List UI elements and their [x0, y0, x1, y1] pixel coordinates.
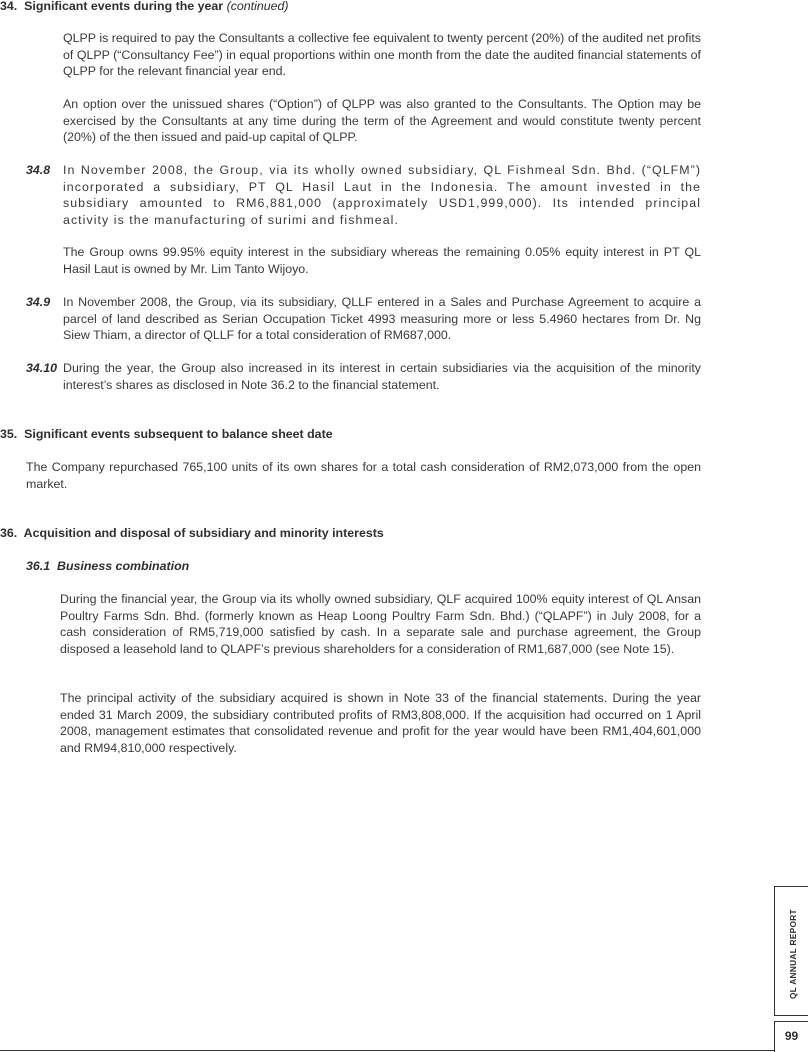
note-34-continued: (continued)	[226, 0, 289, 13]
note-34-title: Significant events during the year	[24, 0, 224, 13]
note-35-title: Significant events subsequent to balance sheet date	[24, 427, 333, 441]
item-34-10-number: 34.10	[26, 361, 58, 375]
note-36-number: 36.	[0, 526, 18, 540]
option-paragraph: An option over the unissued shares (“Option”) of QLPP was also granted to the Consultants. The Option may be exercised by the Consultants at any time during the term of the Agreement and would constitute twenty percent (20%) of the then issued and paid-up capital of QLPP.	[63, 97, 701, 144]
item-34-8-number: 34.8	[26, 163, 51, 177]
principal-activity-paragraph: The principal activity of the subsidiary acquired is shown in Note 33 of the financial statements. During the year ended 31 March 2009, the subsidiary contributed profits of RM3,808,000. If the acquisition had occurred on 1 April 2008, management estimates that consolidated revenue and profit for the year would have been RM1,404,601,000 and RM94,810,000 respectively.	[60, 691, 701, 755]
note-35-text: The Company repurchased 765,100 units of its own shares for a total cash consideration of RM2,073,000 from the open market.	[26, 460, 701, 491]
note-34-number: 34.	[0, 0, 18, 13]
note-34-heading	[0, 0, 700, 15]
side-tab	[774, 886, 808, 1016]
note-35-heading	[0, 426, 700, 443]
note-36-1-title: Business combination	[57, 559, 190, 573]
note-36-1-subheading	[26, 558, 626, 575]
page-number: 99	[774, 1021, 808, 1052]
item-34-10-text: During the year, the Group also increased in its interest in certain subsidiaries via the acquisition of the minority interest’s shares as disclosed in Note 36.2 to the financial statement.	[63, 361, 701, 392]
note-36-title: Acquisition and disposal of subsidiary and minority interests	[23, 526, 384, 540]
item-34-8-text: In November 2008, the Group, via its wholly owned subsidiary, QL Fishmeal Sdn. Bhd. (“QLFM”) incorporated a subsidiary, PT QL Hasil Laut in the Indonesia. The amount invested in the subsidiary amounted to RM6,881,000 (approximately USD1,999,000). Its intended principal activity is the manufacturing of surimi and fishmeal.	[63, 163, 701, 227]
item-34-8-ownership-paragraph: The Group owns 99.95% equity interest in the subsidiary whereas the remaining 0.05% equity interest in PT QL Hasil Laut is owned by Mr. Lim Tanto Wijoyo.	[63, 245, 701, 276]
item-34-9-text: In November 2008, the Group, via its subsidiary, QLLF entered in a Sales and Purchase Agreement to acquire a parcel of land described as Serian Occupation Ticket 4993 measuring more or less 5.4960 hectares from Dr. Ng Siew Thiam, a director of QLLF for a total consideration of RM687,000.	[63, 295, 701, 342]
note-35-number: 35.	[0, 427, 18, 441]
report-label: QL ANNUAL REPORT	[788, 909, 798, 999]
bottom-rule	[0, 1050, 774, 1051]
note-36-1-number: 36.1	[26, 559, 51, 573]
note-36-heading	[0, 525, 700, 542]
item-34-9-number: 34.9	[26, 295, 51, 309]
business-combination-paragraph: During the financial year, the Group via its wholly owned subsidiary, QLF acquired 100% equity interest of QL Ansan Poultry Farms Sdn. Bhd. (formerly known as Heap Loong Poultry Farm Sdn. Bhd.) (“QLAPF”) in July 2008, for a cash consideration of RM5,719,000 satisfied by cash. In a separate sale and purchase agreement, the Group disposed a leasehold land to QLAPF’s previous shareholders for a consideration of RM1,687,000 (see Note 15).	[60, 592, 701, 656]
consultancy-fee-paragraph: QLPP is required to pay the Consultants a collective fee equivalent to twenty percent (20%) of the audited net profits of QLPP (“Consultancy Fee”) in equal proportions within one month from the date the audited financial statements of QLPP for the relevant financial year end.	[63, 31, 701, 78]
